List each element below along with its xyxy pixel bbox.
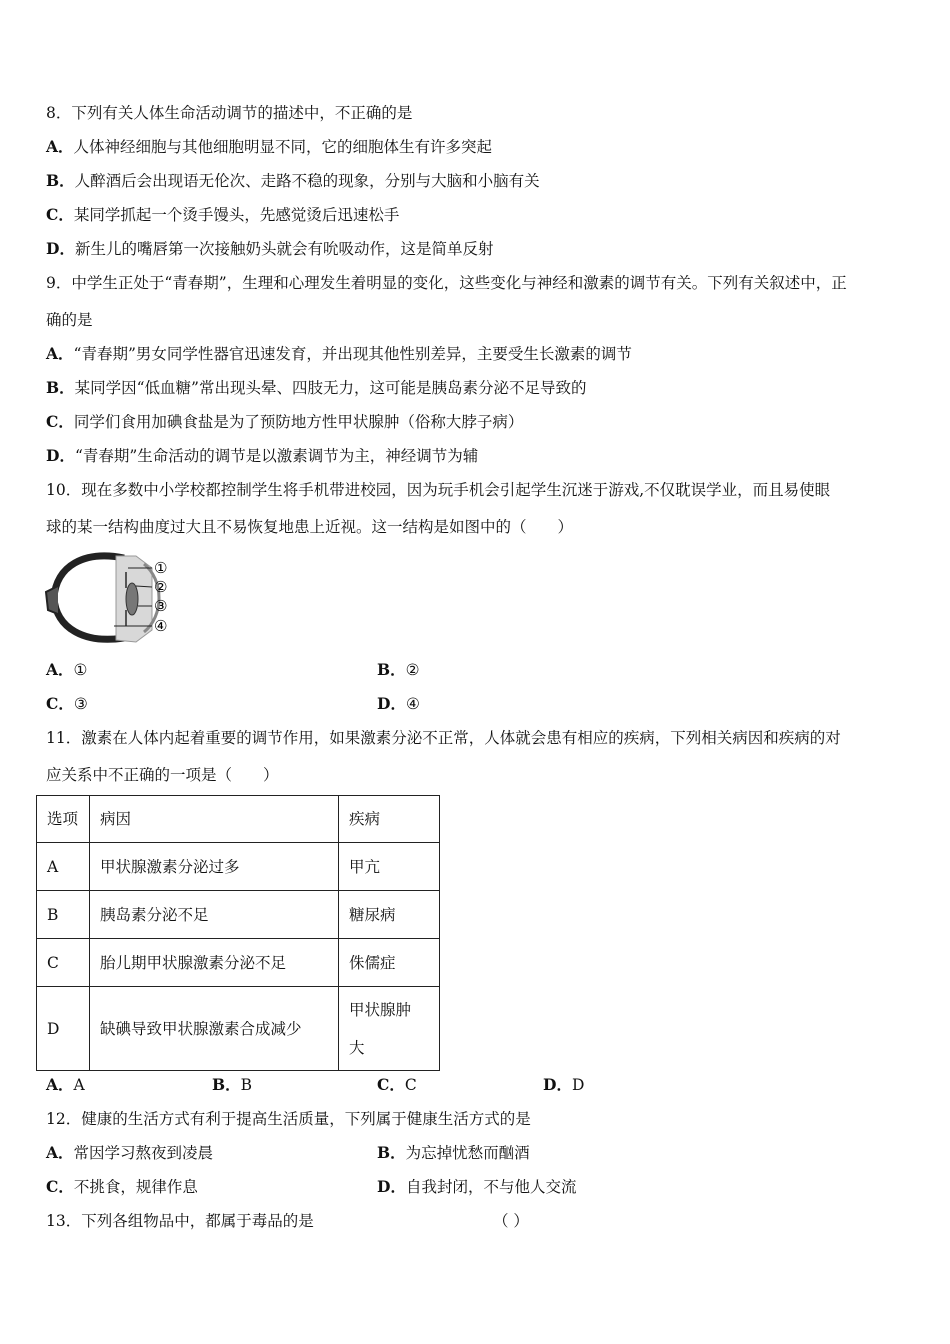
q13-answer-blank: （ ） xyxy=(493,1212,529,1230)
q10-option-d: D．④ xyxy=(377,694,420,713)
q11-option-c: C．C xyxy=(377,1075,417,1094)
table-cell: C xyxy=(37,939,90,987)
figure-label-3: ③ xyxy=(154,597,168,615)
table-row xyxy=(37,891,440,939)
table-row xyxy=(37,987,440,1071)
q10-option-b: B．② xyxy=(377,660,420,679)
q11-stem-line1: 11．激素在人体内起着重要的调节作用，如果激素分泌不正常，人体就会患有相应的疾病，下列相关病因和疾病的对 xyxy=(46,729,841,747)
q12-option-a: A．常因学习熬夜到凌晨 xyxy=(46,1143,214,1162)
table-cell: 甲亢 xyxy=(339,843,440,891)
q11-stem-line2: 应关系中不正确的一项是（ ） xyxy=(46,766,279,784)
table-cell: 胰岛素分泌不足 xyxy=(90,891,339,939)
q10-stem-line2: 球的某一结构曲度过大且不易恢复地患上近视。这一结构是如图中的（ ） xyxy=(46,518,574,536)
table-header-cell: 选项 xyxy=(37,796,90,843)
table-cell: B xyxy=(37,891,90,939)
table-cell: 甲状腺肿 大 xyxy=(339,987,440,1071)
q11-option-a: A．A xyxy=(46,1075,85,1094)
table-header-cell: 病因 xyxy=(90,796,339,843)
figure-label-4: ④ xyxy=(154,617,168,635)
q9-stem-line2: 确的是 xyxy=(46,311,93,329)
q12-option-b: B．为忘掉忧愁而酗酒 xyxy=(377,1143,530,1162)
table-cell: 胎儿期甲状腺激素分泌不足 xyxy=(90,939,339,987)
q9-option-b: B．某同学因“低血糖”常出现头晕、四肢无力，这可能是胰岛素分泌不足导致的 xyxy=(46,378,587,397)
q8-stem: 8．下列有关人体生命活动调节的描述中，不正确的是 xyxy=(46,104,413,122)
q9-option-a: A．“青春期”男女同学性器官迅速发育，并出现其他性别差异，主要受生长激素的调节 xyxy=(46,344,632,363)
table-cell: A xyxy=(37,843,90,891)
q12-stem: 12．健康的生活方式有利于提高生活质量，下列属于健康生活方式的是 xyxy=(46,1110,531,1128)
q13-stem: 13．下列各组物品中，都属于毒品的是 xyxy=(46,1212,314,1230)
q10-option-a: A．① xyxy=(46,660,88,679)
q9-stem-line1: 9．中学生正处于“青春期”，生理和心理发生着明显的变化，这些变化与神经和激素的调节有关。下列有关叙述中，正 xyxy=(46,274,847,292)
figure-label-1: ① xyxy=(154,559,168,577)
q8-option-d: D．新生儿的嘴唇第一次接触奶头就会有吮吸动作，这是简单反射 xyxy=(46,239,494,258)
disease-table xyxy=(36,795,440,1071)
figure-label-2: ② xyxy=(154,578,168,596)
q10-stem-line1: 10．现在多数中小学校都控制学生将手机带进校园，因为玩手机会引起学生沉迷于游戏,不仅耽误学业，而且易使眼 xyxy=(46,481,831,499)
q12-option-c: C．不挑食，规律作息 xyxy=(46,1177,198,1196)
q12-option-d: D．自我封闭，不与他人交流 xyxy=(377,1177,577,1196)
table-cell: 缺碘导致甲状腺激素合成减少 xyxy=(90,987,339,1071)
q9-option-c: C．同学们食用加碘食盐是为了预防地方性甲状腺肿（俗称大脖子病） xyxy=(46,412,524,431)
q10-option-c: C．③ xyxy=(46,694,88,713)
q9-option-d: D．“青春期”生命活动的调节是以激素调节为主，神经调节为辅 xyxy=(46,446,479,465)
table-cell: 甲状腺激素分泌过多 xyxy=(90,843,339,891)
table-row xyxy=(37,939,440,987)
q11-option-b: B．B xyxy=(212,1075,252,1094)
eye-diagram xyxy=(44,552,174,644)
q8-option-c: C．某同学抓起一个烫手馒头，先感觉烫后迅速松手 xyxy=(46,205,400,224)
table-row xyxy=(37,843,440,891)
table-header-row xyxy=(37,796,440,843)
q8-option-a: A．人体神经细胞与其他细胞明显不同，它的细胞体生有许多突起 xyxy=(46,137,493,156)
table-cell: 糖尿病 xyxy=(339,891,440,939)
table-cell: D xyxy=(37,987,90,1071)
q8-option-b: B．人醉酒后会出现语无伦次、走路不稳的现象，分别与大脑和小脑有关 xyxy=(46,171,540,190)
table-cell: 侏儒症 xyxy=(339,939,440,987)
q11-option-d: D．D xyxy=(543,1075,585,1094)
table-header-cell: 疾病 xyxy=(339,796,440,843)
